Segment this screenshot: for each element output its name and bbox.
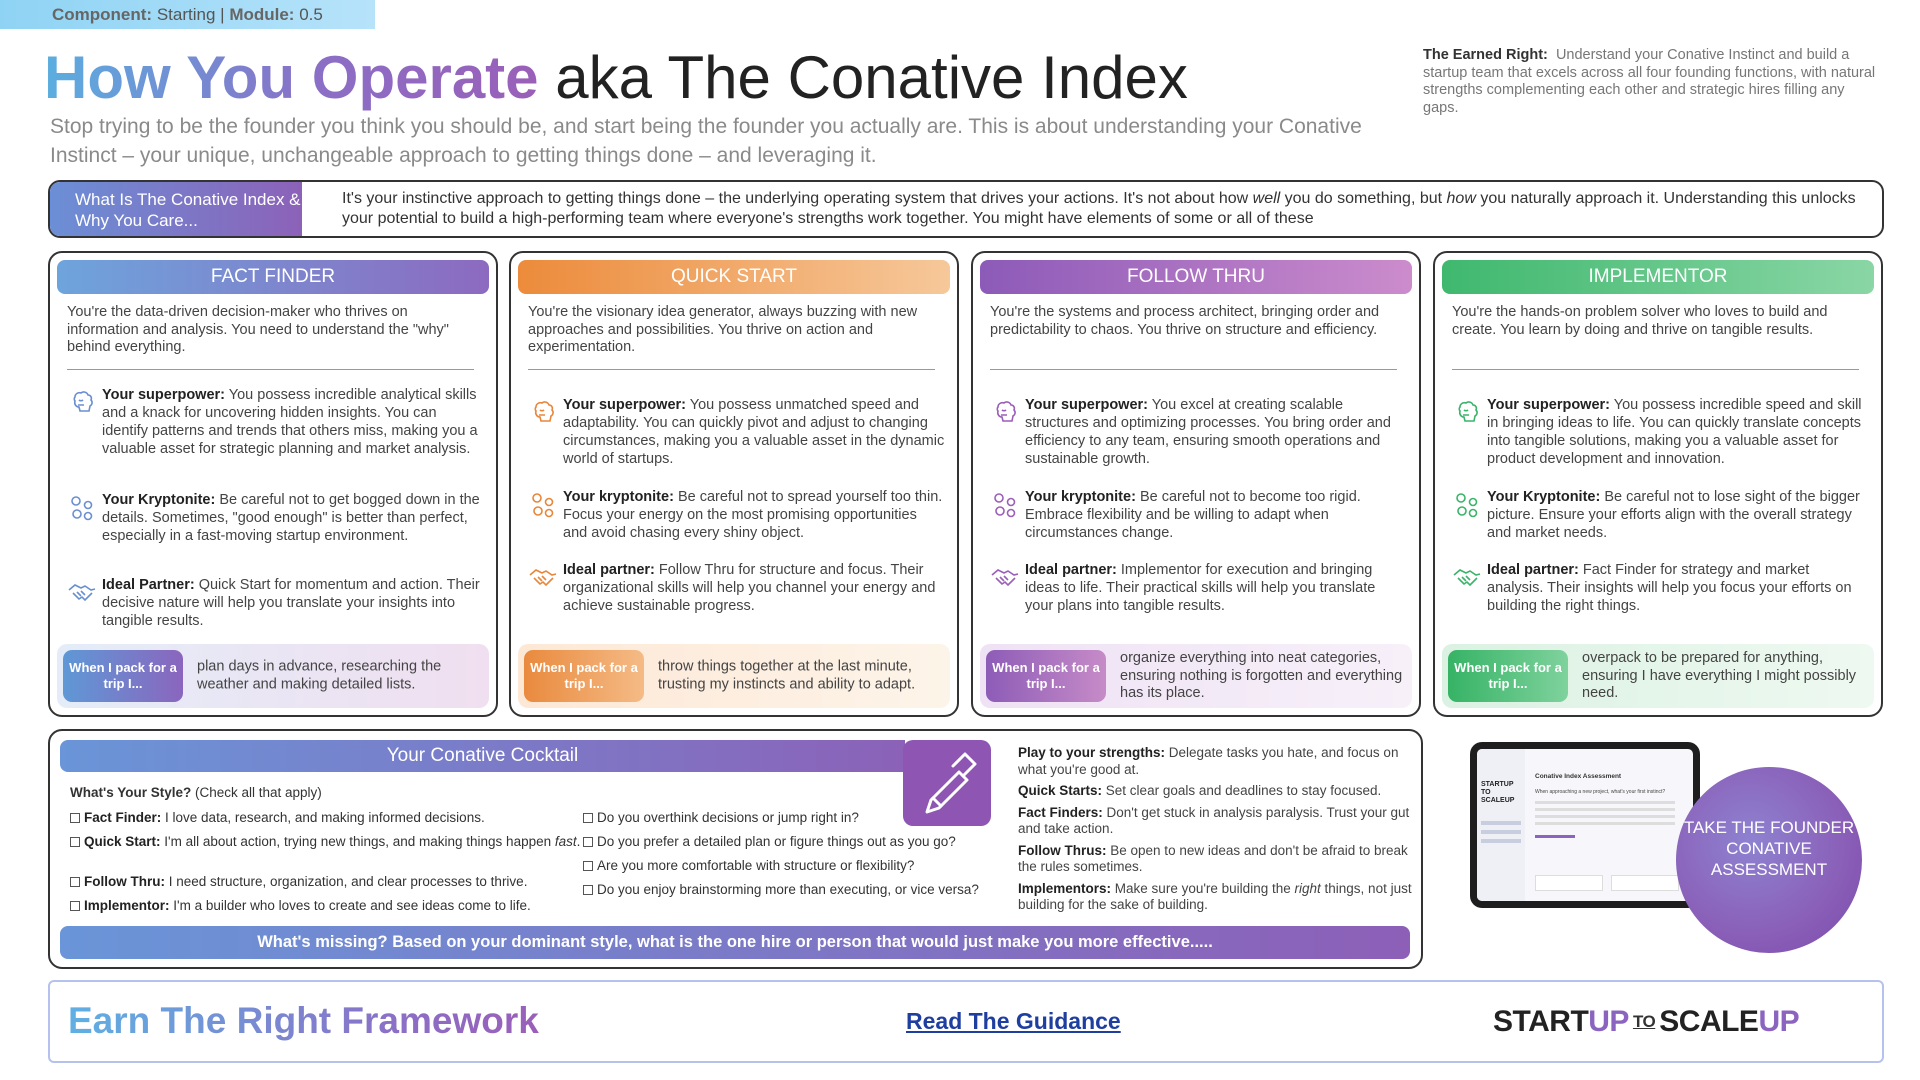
packing-strip [518, 644, 950, 708]
brand-part: UP [1588, 1005, 1629, 1038]
tip [1018, 783, 1413, 800]
style-question-hint: (Check all that apply) [195, 785, 322, 800]
partner-body: Fact Finder for strategy and market analysis. Their insights will help you focus your efforts on building the right things. [1487, 562, 1852, 614]
module-value: 0.5 [299, 5, 323, 24]
check-label: Fact Finder: [84, 810, 162, 825]
superpower-section [67, 386, 484, 476]
earned-right-note [1423, 47, 1883, 117]
superpower-section [1452, 396, 1869, 471]
what-is-em-how: how [1446, 190, 1476, 207]
tablet-progress-bar [1535, 835, 1575, 838]
brand-logo [1493, 1005, 1799, 1039]
handshake-icon [67, 578, 97, 608]
partner-label: Ideal partner: [1487, 562, 1579, 578]
tip-label: Follow Thrus: [1018, 842, 1107, 858]
tablet-option-line [1535, 801, 1675, 804]
tablet-option-line [1535, 808, 1675, 811]
superpower-body: You possess incredible speed and skill in bringing ideas to life. You can quickly translate concepts into tangible solutions, making you a valuable asset for product development and innovation. [1487, 397, 1862, 467]
brain-icon [67, 388, 97, 418]
what-is-text [342, 189, 1862, 229]
style-question-check[interactable] [583, 857, 1003, 874]
style-check-implementor[interactable] [70, 897, 590, 914]
kryptonite-body: Be careful not to become too rigid. Embrace flexibility and be willing to adapt when circumstances change. [1025, 489, 1361, 541]
superpower-body: You possess unmatched speed and adaptability. You can quickly pivot and adjust to changing circumstances, making you a valuable asset in the dynamic world of startups. [563, 397, 945, 467]
style-check-follow-thru[interactable] [70, 873, 590, 890]
tip-text-em: right [1294, 880, 1321, 896]
tip-text: things, not just building for the sake of building. [1018, 880, 1412, 912]
style-tips [1018, 745, 1413, 919]
kryptonite-text [563, 488, 945, 542]
kryptonite-text [1487, 488, 1869, 542]
divider [990, 369, 1397, 370]
tablet-option-line [1535, 815, 1675, 818]
tip-label: Implementors: [1018, 880, 1112, 896]
read-guidance-link[interactable]: Read The Guidance [906, 1008, 1121, 1034]
people-icon [990, 490, 1020, 520]
tablet-sidebar-line [1481, 830, 1521, 834]
tip-text: Be open to new ideas and don't be afraid to break the rules sometimes. [1018, 842, 1408, 874]
kryptonite-label: Your kryptonite: [563, 489, 674, 505]
tip-label: Play to your strengths: [1018, 745, 1166, 760]
style-check-fact-finder[interactable] [70, 809, 590, 826]
check-text: I'm all about action, trying new things, and making things happen [164, 834, 552, 849]
packing-strip [980, 644, 1412, 708]
brand-part: UP [1758, 1005, 1800, 1038]
check-label: Implementor: [84, 898, 170, 913]
checkbox[interactable] [70, 837, 80, 847]
tablet-card [1611, 875, 1679, 891]
partner-text [1025, 561, 1407, 615]
handshake-icon [1452, 563, 1482, 593]
handshake-icon [990, 563, 1020, 593]
superpower-label: Your superpower: [1487, 397, 1610, 413]
card-header: FOLLOW THRU [980, 260, 1412, 294]
people-icon [528, 490, 558, 520]
brand-part: START [1493, 1005, 1589, 1038]
page-title [44, 42, 1188, 114]
card-implementor [1433, 251, 1883, 717]
tip-text: Don't get stuck in analysis paralysis. Trust your gut and take action. [1018, 804, 1410, 836]
tip [1018, 745, 1413, 778]
question-text: Do you prefer a detailed plan or figure things out as you go? [597, 834, 956, 849]
people-icon [67, 493, 97, 523]
superpower-section [528, 396, 945, 471]
partner-section [1452, 561, 1869, 621]
superpower-label: Your superpower: [1025, 397, 1148, 413]
partner-label: Ideal partner: [1025, 562, 1117, 578]
tablet-logo: STARTUP TO SCALEUP [1481, 781, 1515, 804]
tablet-sidebar-line [1481, 821, 1521, 825]
card-header: QUICK START [518, 260, 950, 294]
superpower-section [990, 396, 1407, 471]
question-text: Do you overthink decisions or jump right in? [597, 810, 859, 825]
assessment-tablet-preview[interactable] [1470, 742, 1700, 908]
question-text: Do you enjoy brainstorming more than executing, or vice versa? [597, 882, 979, 897]
divider [1452, 369, 1859, 370]
style-question [70, 785, 322, 800]
kryptonite-body: Be careful not to spread yourself too thin. Focus your energy on the most promising opportunities and avoid chasing every shiny object. [563, 489, 943, 541]
what-is-box [48, 180, 1884, 238]
check-text-em: fast [554, 834, 577, 849]
tip-text: Delegate tasks you hate, and focus on what you're good at. [1018, 745, 1399, 777]
page-subtitle: Stop trying to be the founder you think you should be, and start being the founder you actually are. This is about understanding your Conative Instinct – your unique, unchangeable approach to getting things done – and leveraging it. [50, 115, 1362, 167]
handshake-icon [528, 563, 558, 593]
superpower-text [102, 386, 484, 458]
brain-icon [528, 398, 558, 428]
partner-body: Follow Thru for structure and focus. Their organizational skills will help you channel your energy and achieve sustainable progress. [563, 562, 936, 614]
packing-label-button[interactable]: When I pack for a trip I... [986, 650, 1106, 702]
tip-text: Set clear goals and deadlines to stay focused. [1105, 783, 1382, 798]
conative-cocktail-panel [48, 729, 1423, 969]
kryptonite-text [102, 491, 484, 545]
tip-label: Quick Starts: [1018, 783, 1103, 798]
style-question-check[interactable] [583, 809, 1003, 826]
what-is-text-part: you do something, but [1280, 190, 1447, 207]
partner-section [67, 576, 484, 636]
packing-text: organize everything into neat categories, ensuring nothing is forgotten and everything has its place. [1120, 649, 1403, 701]
tip [1018, 805, 1413, 838]
card-quick-start [509, 251, 959, 717]
superpower-text [563, 396, 945, 468]
card-follow-thru [971, 251, 1421, 717]
component-module-tag [0, 0, 375, 29]
page-title-rest: aka The Conative Index [555, 44, 1188, 111]
kryptonite-label: Your Kryptonite: [1487, 489, 1601, 505]
checkbox[interactable] [583, 837, 593, 847]
packing-text: overpack to be prepared for anything, ensuring I have everything I might possibly need. [1582, 649, 1857, 701]
brain-icon [990, 398, 1020, 428]
card-intro: You're the systems and process architect, bringing order and predictability to chaos. You thrive on structure and efficiency. [990, 304, 1380, 338]
people-icon [1452, 490, 1482, 520]
kryptonite-body: Be careful not to get bogged down in the details. Sometimes, "good enough" is better than perfect, especially in a fast-moving startup environment. [102, 492, 480, 544]
kryptonite-section [1452, 488, 1869, 548]
card-intro: You're the visionary idea generator, always buzzing with new approaches and possibilities. You thrive on action and experimentation. [528, 304, 918, 355]
check-text: I'm a builder who loves to create and see ideas come to life. [173, 898, 531, 913]
earned-right-text: Understand your Conative Instinct and build a startup team that excels across all four founding functions, with natural strengths complementing each other and strategic hires filling any gaps. [1423, 47, 1876, 116]
tablet-screen [1477, 749, 1693, 901]
tablet-option-line [1535, 822, 1675, 825]
packing-label-button[interactable]: When I pack for a trip I... [63, 650, 183, 702]
packing-strip [57, 644, 489, 708]
packing-strip [1442, 644, 1874, 708]
packing-text: plan days in advance, researching the weather and making detailed lists. [197, 658, 442, 692]
checkbox[interactable] [70, 813, 80, 823]
divider [67, 369, 474, 370]
brand-part: SCALE [1659, 1005, 1759, 1038]
partner-body: Implementor for execution and bringing ideas to life. Their practical skills will help you translate your plans into tangible results. [1025, 562, 1376, 614]
style-check-quick-start[interactable]: Quick Start: I'm all about action, trying new things, and making things happen fast. [70, 833, 590, 850]
brain-icon [1452, 398, 1482, 428]
framework-title: Earn The Right Framework [68, 1000, 539, 1041]
kryptonite-section [67, 491, 484, 566]
what-is-text-part: It's your instinctive approach to getting things done – the underlying operating system that drives your actions. It's not about how [342, 190, 1253, 207]
checkbox[interactable] [583, 813, 593, 823]
tablet-question: When approaching a new project, what's your first instinct? [1535, 789, 1666, 795]
superpower-body: You excel at creating scalable structures and optimizing processes. You bring order and efficiency to any team, ensuring smooth operations and sustainable growth. [1025, 397, 1391, 467]
style-question-check[interactable] [583, 833, 1003, 850]
checkbox[interactable] [583, 885, 593, 895]
card-header: IMPLEMENTOR [1442, 260, 1874, 294]
what-is-em-well: well [1252, 190, 1281, 207]
component-label: Component: [52, 5, 153, 24]
what-is-label: What Is The Conative Index & Why You Care... [50, 182, 302, 236]
page-title-main: How You Operate [44, 44, 539, 111]
card-intro: You're the data-driven decision-maker who thrives on information and analysis. You need to understand the "why" behind everything. [67, 304, 449, 355]
card-intro: You're the hands-on problem solver who loves to build and create. You learn by doing and thrive on tangible results. [1452, 304, 1828, 338]
tip-label: Fact Finders: [1018, 804, 1103, 820]
check-label: Follow Thru: [84, 874, 165, 889]
tag-separator: | [220, 5, 225, 24]
packing-text: throw things together at the last minute, trusting my instincts and ability to adapt. [658, 658, 916, 692]
kryptonite-label: Your kryptonite: [1025, 489, 1136, 505]
footer [48, 980, 1884, 1063]
take-assessment-label: TAKE THE FOUNDER CONATIVE ASSESSMENT [1683, 818, 1855, 879]
tip [1018, 843, 1413, 876]
question-text: Are you more comfortable with structure or flexibility? [597, 858, 915, 873]
tip-text: Make sure you're building the [1114, 880, 1291, 896]
partner-text [1487, 561, 1869, 615]
tip [1018, 881, 1413, 914]
cocktail-header: Your Conative Cocktail [60, 740, 905, 772]
partner-body: Quick Start for momentum and action. Their decisive nature will help you translate your insights into tangible results. [102, 577, 480, 629]
check-text: I love data, research, and making informed decisions. [165, 810, 485, 825]
superpower-label: Your superpower: [563, 397, 686, 413]
packing-label-button[interactable]: When I pack for a trip I... [1448, 650, 1568, 702]
what-is-text-part: you naturally approach it. Understanding this unlocks your potential to build a high-performing team where everyone's strengths work together. You might have elements of some or all of these [342, 190, 1856, 227]
card-header: FACT FINDER [57, 260, 489, 294]
tablet-sidebar-line [1481, 839, 1521, 843]
style-question-label: What's Your Style? [70, 785, 192, 800]
tablet-card [1535, 875, 1603, 891]
kryptonite-label: Your Kryptonite: [102, 492, 216, 508]
superpower-body: You possess incredible analytical skills and a knack for uncovering hidden insights. You can identify patterns and trends that others miss, making you a valuable asset for strategic planning and market analysis. [102, 387, 478, 457]
style-question-check[interactable] [583, 881, 1003, 898]
checkbox[interactable] [583, 861, 593, 871]
partner-section [528, 561, 945, 621]
kryptonite-section [990, 488, 1407, 548]
packing-label-button[interactable]: When I pack for a trip I... [524, 650, 644, 702]
checkbox[interactable] [70, 877, 80, 887]
check-text: I need structure, organization, and clear processes to thrive. [168, 874, 528, 889]
partner-section [990, 561, 1407, 621]
tablet-heading: Conative Index Assessment [1535, 773, 1622, 780]
partner-text [102, 576, 484, 630]
partner-label: Ideal Partner: [102, 577, 195, 593]
take-assessment-button[interactable] [1676, 767, 1862, 953]
kryptonite-text [1025, 488, 1407, 542]
tablet-sidebar [1477, 749, 1525, 901]
checkbox[interactable] [70, 901, 80, 911]
kryptonite-section [528, 488, 945, 548]
superpower-text [1025, 396, 1407, 468]
partner-label: Ideal partner: [563, 562, 655, 578]
divider [528, 369, 935, 370]
check-label: Quick Start: [84, 834, 161, 849]
kryptonite-body: Be careful not to lose sight of the bigger picture. Ensure your efforts align with the overall strategy and market needs. [1487, 489, 1860, 541]
partner-text [563, 561, 945, 615]
earned-right-label: The Earned Right: [1423, 47, 1548, 63]
whats-missing-bar: What's missing? Based on your dominant style, what is the one hire or person that would just make you more effective..... [60, 926, 1410, 959]
card-fact-finder [48, 251, 498, 717]
component-value: Starting [156, 5, 216, 24]
superpower-label: Your superpower: [102, 387, 225, 403]
brand-to: TO [1632, 1012, 1656, 1031]
superpower-text [1487, 396, 1869, 468]
module-label: Module: [229, 5, 295, 24]
